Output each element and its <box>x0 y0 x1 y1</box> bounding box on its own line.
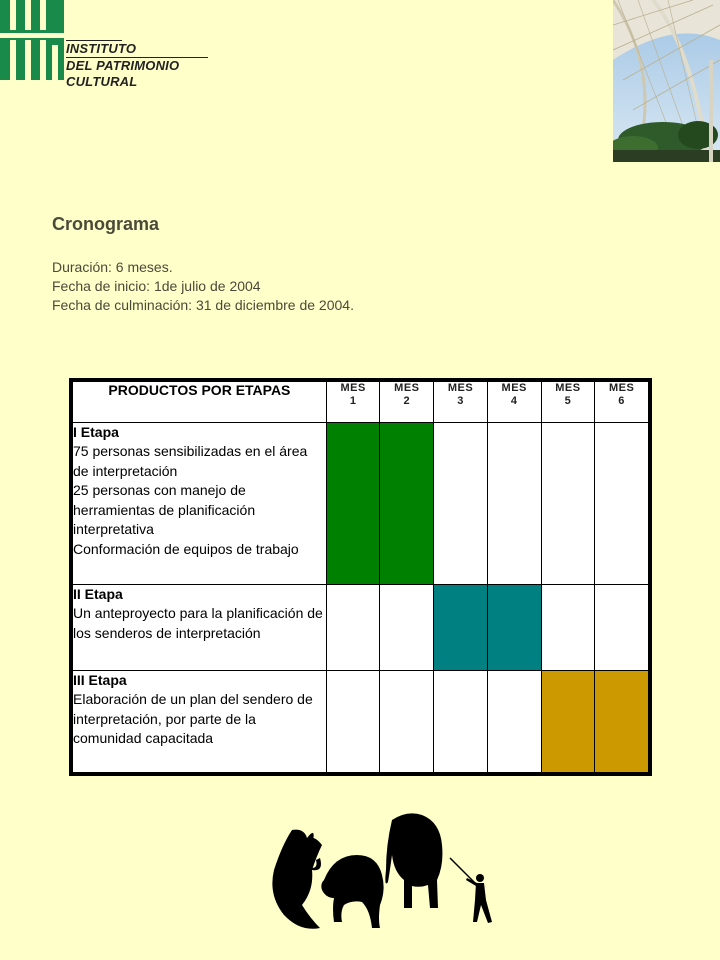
start-date-text: Fecha de inicio: 1de julio de 2004 <box>52 278 261 294</box>
table-header-row <box>71 380 650 422</box>
stage-2-month-3 <box>434 584 488 670</box>
stage-1-month-2 <box>380 422 434 584</box>
hunter-silhouette-icon <box>450 858 492 923</box>
stage-3-month-4 <box>487 670 541 774</box>
stage-3-month-2 <box>380 670 434 774</box>
table-row-stage-3 <box>71 670 650 774</box>
stage-1-month-1 <box>326 422 380 584</box>
stage-2-title: II Etapa <box>73 585 123 602</box>
stage-1-month-5 <box>541 422 595 584</box>
schedule-table <box>69 378 652 776</box>
structure-photo <box>613 0 720 162</box>
end-date-text: Fecha de culminación: 31 de diciembre de 2004. <box>52 297 354 313</box>
stage-2-month-6 <box>595 584 650 670</box>
month-header-6: MES 6 <box>595 380 650 422</box>
stage-3-month-6 <box>595 670 650 774</box>
products-header: PRODUCTOS POR ETAPAS <box>71 380 326 422</box>
logo-line-1: INSTITUTO <box>66 41 137 56</box>
table-row-stage-2 <box>71 584 650 670</box>
month-header-5: MES 5 <box>541 380 595 422</box>
stage-2-month-2 <box>380 584 434 670</box>
stage-1-item-1: 75 personas sensibilizadas en el área de interpretación <box>73 443 308 479</box>
stage-3-cell <box>71 670 326 774</box>
megafauna-silhouettes <box>262 810 502 935</box>
stage-2-month-5 <box>541 584 595 670</box>
structure-photo-image <box>613 0 720 162</box>
stage-3-title: III Etapa <box>73 671 127 688</box>
glyptodon-silhouette-icon <box>321 855 383 928</box>
logo-line-2: DEL PATRIMONIO CULTURAL <box>66 57 208 90</box>
stage-2-cell <box>71 584 326 670</box>
month-header-1: MES 1 <box>326 380 380 422</box>
logo-mark-icon <box>0 0 64 80</box>
institute-logo <box>0 0 215 89</box>
stage-1-month-3 <box>434 422 488 584</box>
stage-1-month-4 <box>487 422 541 584</box>
stage-3-month-5 <box>541 670 595 774</box>
stage-1-item-2: 25 personas con manejo de herramientas de planificación interpretativa <box>73 482 256 537</box>
stage-2-month-1 <box>326 584 380 670</box>
stage-3-month-3 <box>434 670 488 774</box>
stage-2-month-4 <box>487 584 541 670</box>
month-header-2: MES 2 <box>380 380 434 422</box>
table-row-stage-1 <box>71 422 650 584</box>
duration-text: Duración: 6 meses. <box>52 259 173 275</box>
stage-3-month-1 <box>326 670 380 774</box>
stage-1-title: I Etapa <box>73 423 119 440</box>
sloth-silhouette-icon <box>272 830 322 929</box>
stage-1-month-6 <box>595 422 650 584</box>
stage-3-item-1: Elaboración de un plan del sendero de interpretación, por parte de la comunidad capacitada <box>73 691 313 746</box>
page-title: Cronograma <box>52 214 160 234</box>
stage-2-item-1: Un anteproyecto para la planificación de los senderos de interpretación <box>73 605 323 641</box>
schedule-info <box>52 258 354 315</box>
month-header-3: MES 3 <box>434 380 488 422</box>
mastodon-silhouette-icon <box>385 813 442 908</box>
stage-1-cell <box>71 422 326 584</box>
month-header-4: MES 4 <box>487 380 541 422</box>
stage-1-item-3: Conformación de equipos de trabajo <box>73 540 299 557</box>
